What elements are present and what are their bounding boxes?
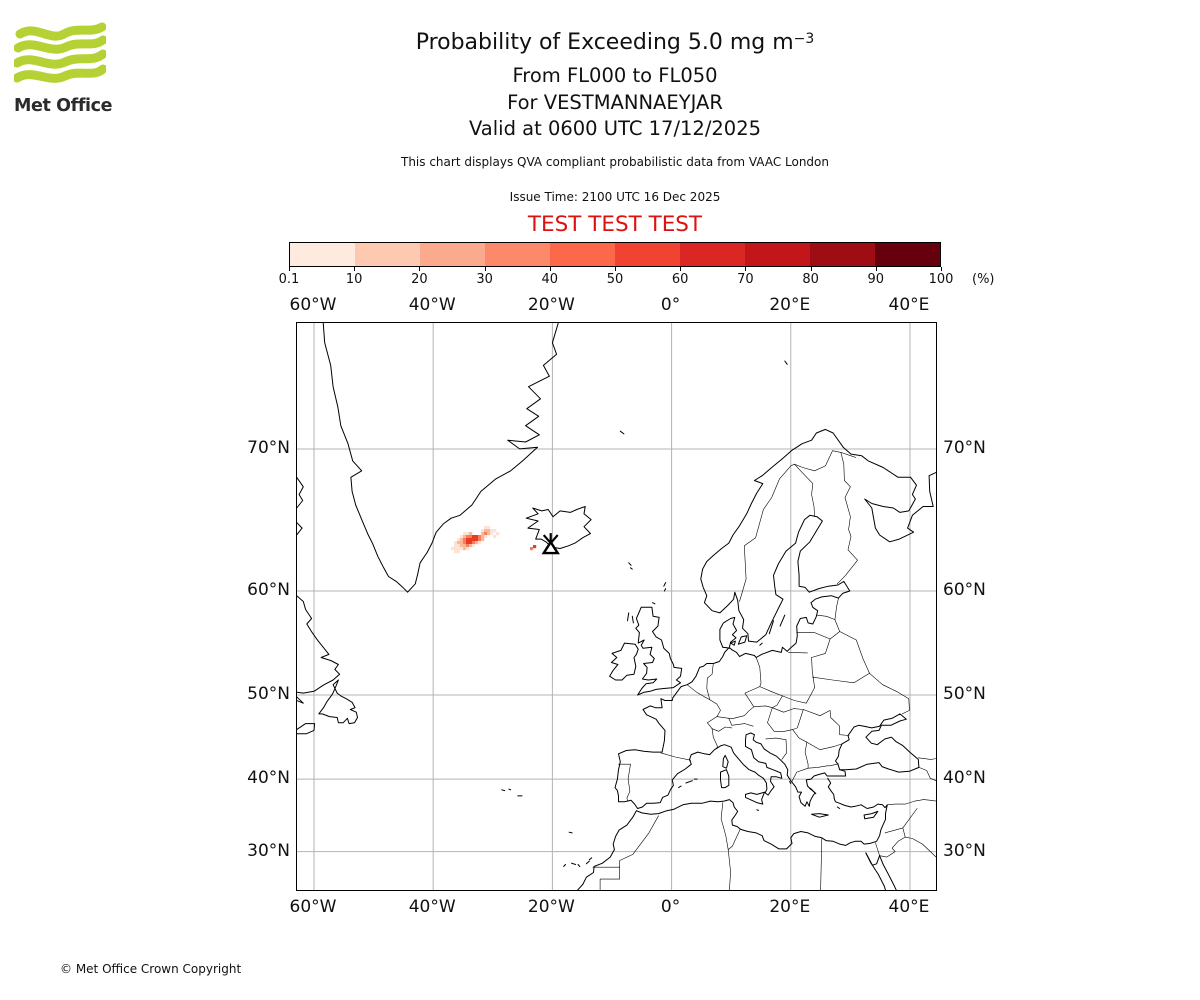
- country-border: [835, 598, 839, 620]
- probability-cell: [457, 538, 460, 541]
- issue-time: Issue Time: 2100 UTC 16 Dec 2025: [509, 189, 721, 204]
- colorbar-segment: [290, 243, 355, 266]
- met-office-wordmark: Met Office: [14, 96, 113, 116]
- probability-cell: [454, 544, 457, 547]
- country-border: [794, 451, 841, 471]
- coastline: [746, 792, 765, 804]
- coastline: [297, 523, 302, 536]
- probability-cell: [463, 541, 466, 544]
- country-border: [772, 696, 782, 708]
- colorbar-segment: [875, 243, 940, 266]
- colorbar-tick-label: 10: [345, 272, 363, 287]
- coastline: [509, 789, 511, 790]
- probability-cell: [472, 538, 475, 541]
- probability-cell: [463, 535, 466, 538]
- colorbar-tick-label: 20: [411, 272, 428, 287]
- country-border: [661, 753, 691, 760]
- lon-label-top: 40°E: [888, 295, 930, 315]
- country-border: [875, 843, 879, 856]
- probability-cell: [466, 538, 469, 541]
- probability-cell: [454, 547, 457, 550]
- coastline: [319, 680, 358, 724]
- lat-label-left: 70°N: [247, 437, 290, 458]
- country-border: [812, 639, 831, 658]
- lat-label-right: 40°N: [943, 768, 986, 789]
- colorbar-tick: [485, 267, 486, 271]
- probability-cell: [466, 547, 469, 550]
- probability-cell: [487, 529, 490, 532]
- colorbar-segment: [745, 243, 810, 266]
- probability-cell: [530, 547, 533, 550]
- probability-cell: [463, 544, 466, 547]
- coastline: [526, 507, 591, 549]
- coastline: [502, 790, 505, 791]
- probability-colorbar: [289, 242, 941, 267]
- probability-cell: [469, 532, 472, 535]
- probability-cell: [460, 541, 463, 544]
- country-border: [717, 717, 729, 719]
- coastline: [620, 431, 624, 434]
- probability-cell: [487, 532, 490, 535]
- country-border: [782, 740, 787, 760]
- coastline: [631, 568, 633, 569]
- colorbar-tick-label: 80: [802, 272, 819, 287]
- country-border: [728, 850, 730, 890]
- probability-cell: [487, 526, 490, 529]
- colorbar-tick: [876, 267, 877, 271]
- colorbar-tick: [680, 267, 681, 271]
- probability-cell: [478, 538, 481, 541]
- probability-cell: [472, 541, 475, 544]
- lat-label-right: 50°N: [943, 683, 986, 704]
- lon-label-top: 60°W: [289, 295, 337, 315]
- country-border: [880, 837, 906, 857]
- coastline: [297, 697, 303, 703]
- probability-cell: [493, 529, 496, 532]
- coastline: [780, 615, 785, 626]
- coastline: [679, 786, 681, 788]
- lon-label-top: 40°W: [408, 295, 456, 315]
- coastline: [866, 853, 880, 865]
- coastline: [629, 563, 631, 566]
- country-border: [740, 464, 795, 601]
- country-border: [808, 766, 827, 768]
- country-border: [794, 464, 814, 517]
- country-border: [728, 829, 740, 849]
- colorbar-segment: [485, 243, 550, 266]
- coastline: [297, 724, 315, 734]
- country-border: [619, 764, 631, 800]
- country-border: [827, 764, 838, 766]
- colorbar-tick-label: 100: [928, 272, 954, 287]
- coastline: [569, 832, 572, 833]
- colorbar-segment: [420, 243, 485, 266]
- country-border: [729, 707, 754, 719]
- country-border: [772, 708, 803, 713]
- colorbar-tick: [419, 267, 420, 271]
- colorbar-tick: [811, 267, 812, 271]
- colorbar-tick-label: 0.1: [278, 272, 300, 287]
- colorbar-unit-label: (%): [972, 272, 995, 287]
- lon-label-bottom: 0°: [660, 897, 681, 917]
- probability-cell: [466, 544, 469, 547]
- subtitle-volcano: For VESTMANNAEYJAR: [507, 90, 723, 114]
- probability-cell: [457, 547, 460, 550]
- coastline: [297, 596, 340, 693]
- probability-cell: [475, 535, 478, 538]
- probability-cell: [469, 538, 472, 541]
- coastline: [653, 603, 655, 604]
- probability-cell: [478, 535, 481, 538]
- subtitle-valid-time: Valid at 0600 UTC 17/12/2025: [468, 117, 762, 140]
- probability-cell: [490, 529, 493, 532]
- colorbar-tick: [615, 267, 616, 271]
- chart-title: [15, 26, 1200, 56]
- country-border: [687, 685, 710, 700]
- probability-cell: [493, 535, 496, 538]
- volcano-marker: [544, 533, 558, 553]
- colorbar-tick: [745, 267, 746, 271]
- coastline: [664, 583, 666, 587]
- colorbar-segment: [810, 243, 875, 266]
- country-border: [754, 706, 773, 708]
- coastline: [578, 865, 580, 867]
- country-border: [797, 633, 830, 639]
- country-border: [887, 800, 936, 805]
- colorbar-segment: [680, 243, 745, 266]
- coastline: [686, 781, 693, 783]
- colorbar-tick: [941, 267, 942, 271]
- lat-label-left: 60°N: [247, 580, 290, 600]
- probability-cell: [481, 538, 484, 541]
- chart-title-main: Probability of Exceeding 5.0 mg m: [415, 30, 794, 55]
- lon-label-bottom: 40°W: [408, 897, 456, 917]
- chart-title-exponent: −3: [793, 31, 815, 47]
- chart-header: [15, 26, 1200, 237]
- lon-label-bottom: 40°E: [888, 897, 930, 917]
- country-border: [729, 718, 753, 726]
- probability-cell: [454, 541, 457, 544]
- country-border: [918, 758, 936, 760]
- lon-label-top: 0°: [660, 295, 681, 315]
- coastline: [610, 643, 639, 680]
- probability-cell: [490, 532, 493, 535]
- lat-label-right: 60°N: [943, 580, 986, 600]
- lon-label-bottom: 20°E: [769, 897, 811, 917]
- probability-cell: [457, 550, 460, 553]
- lon-label-top: 20°E: [769, 295, 811, 315]
- lon-label-bottom: 60°W: [289, 897, 337, 917]
- test-banner: TEST TEST TEST: [527, 211, 703, 237]
- coastline: [723, 755, 728, 768]
- country-border: [840, 632, 870, 674]
- colorbar-tick-label: 90: [867, 272, 885, 287]
- country-border: [620, 816, 659, 867]
- country-border: [707, 717, 717, 729]
- probability-cell: [496, 532, 499, 535]
- country-border: [885, 828, 905, 837]
- probability-cell: [481, 532, 484, 535]
- coastline: [632, 616, 633, 623]
- probability-cell: [451, 547, 454, 550]
- coastline: [297, 477, 303, 508]
- colorbar-segment: [355, 243, 420, 266]
- lat-label-right: 70°N: [943, 437, 986, 458]
- country-border: [710, 700, 721, 717]
- coastline: [760, 643, 762, 645]
- volcano-triangle-icon: [544, 542, 558, 553]
- coastline: [837, 807, 839, 809]
- probability-cell: [460, 538, 463, 541]
- coastline: [589, 858, 591, 860]
- country-border: [600, 867, 620, 890]
- map-canvas: [296, 322, 937, 891]
- probability-cell: [463, 547, 466, 550]
- probability-cell: [457, 544, 460, 547]
- probability-cell: [475, 538, 478, 541]
- lon-label-top: 20°W: [527, 295, 575, 315]
- probability-cell: [469, 544, 472, 547]
- map-svg: [297, 323, 936, 890]
- probability-cell: [484, 529, 487, 532]
- country-border: [830, 620, 840, 639]
- colorbar-tick-label: 60: [671, 272, 689, 287]
- probability-cell: [457, 541, 460, 544]
- lat-label-right: 30°N: [943, 840, 986, 861]
- lat-label-left: 50°N: [247, 683, 290, 704]
- probability-cell: [454, 550, 457, 553]
- probability-cell: [460, 547, 463, 550]
- country-border: [707, 678, 710, 700]
- coastline: [628, 613, 629, 621]
- country-border: [712, 729, 717, 749]
- coastline: [811, 788, 816, 793]
- country-border: [768, 710, 804, 732]
- probability-cell: [478, 541, 481, 544]
- coastline: [323, 323, 560, 592]
- country-border: [712, 727, 732, 731]
- lon-label-bottom: 20°W: [527, 897, 575, 917]
- country-border: [807, 742, 842, 750]
- lat-label-left: 40°N: [247, 768, 290, 789]
- coastline: [636, 607, 682, 695]
- country-border: [821, 839, 822, 891]
- colorbar-tick-label: 70: [737, 272, 754, 287]
- probability-cell: [469, 535, 472, 538]
- probability-cell: [481, 535, 484, 538]
- country-border: [812, 658, 815, 688]
- country-border: [721, 803, 728, 850]
- coastline: [564, 865, 566, 867]
- country-border: [805, 742, 808, 768]
- probability-cell: [463, 532, 466, 535]
- colorbar-segment: [550, 243, 615, 266]
- country-border: [782, 696, 806, 703]
- coastline: [880, 856, 897, 890]
- colorbar-tick-label: 30: [476, 272, 493, 287]
- colorbar-tick: [550, 267, 551, 271]
- qva-note: This chart displays QVA compliant probabilistic data from VAAC London: [401, 154, 829, 169]
- probability-cell: [472, 535, 475, 538]
- probability-cell: [466, 541, 469, 544]
- coastline: [812, 814, 829, 818]
- country-border: [707, 664, 713, 679]
- country-border: [793, 730, 807, 743]
- probability-cell: [466, 532, 469, 535]
- lat-label-left: 30°N: [247, 840, 290, 861]
- country-border: [766, 738, 786, 740]
- probability-cell: [484, 526, 487, 529]
- country-border: [803, 710, 849, 736]
- colorbar-tick: [354, 267, 355, 271]
- probability-cell: [533, 545, 536, 548]
- country-border: [812, 673, 869, 683]
- chart-subtitles: [15, 63, 1200, 143]
- coastline: [572, 863, 576, 864]
- colorbar-segment: [615, 243, 680, 266]
- probability-cell: [481, 529, 484, 532]
- country-border: [756, 658, 761, 687]
- probability-cell: [460, 535, 463, 538]
- coastline: [586, 861, 589, 864]
- country-border: [870, 673, 910, 714]
- colorbar-tick: [289, 267, 290, 271]
- probability-cell: [469, 541, 472, 544]
- coastline: [577, 778, 887, 890]
- probability-cell: [460, 544, 463, 547]
- probability-cell: [463, 538, 466, 541]
- coastline: [615, 429, 936, 808]
- country-border: [816, 615, 835, 620]
- coastline: [738, 636, 746, 644]
- probability-cell: [484, 535, 487, 538]
- probability-cell: [475, 541, 478, 544]
- colorbar-tick-label: 40: [541, 272, 559, 287]
- subtitle-flight-levels: From FL000 to FL050: [512, 64, 718, 87]
- coastline: [864, 811, 878, 818]
- country-border: [837, 452, 857, 583]
- country-border: [745, 687, 760, 707]
- probability-cell: [466, 535, 469, 538]
- coastline: [785, 361, 787, 364]
- coastline: [836, 714, 919, 772]
- probability-cell: [484, 532, 487, 535]
- copyright-text: © Met Office Crown Copyright: [60, 962, 242, 976]
- country-border: [768, 708, 773, 723]
- probability-cell: [472, 544, 475, 547]
- colorbar-tick-label: 50: [606, 272, 624, 287]
